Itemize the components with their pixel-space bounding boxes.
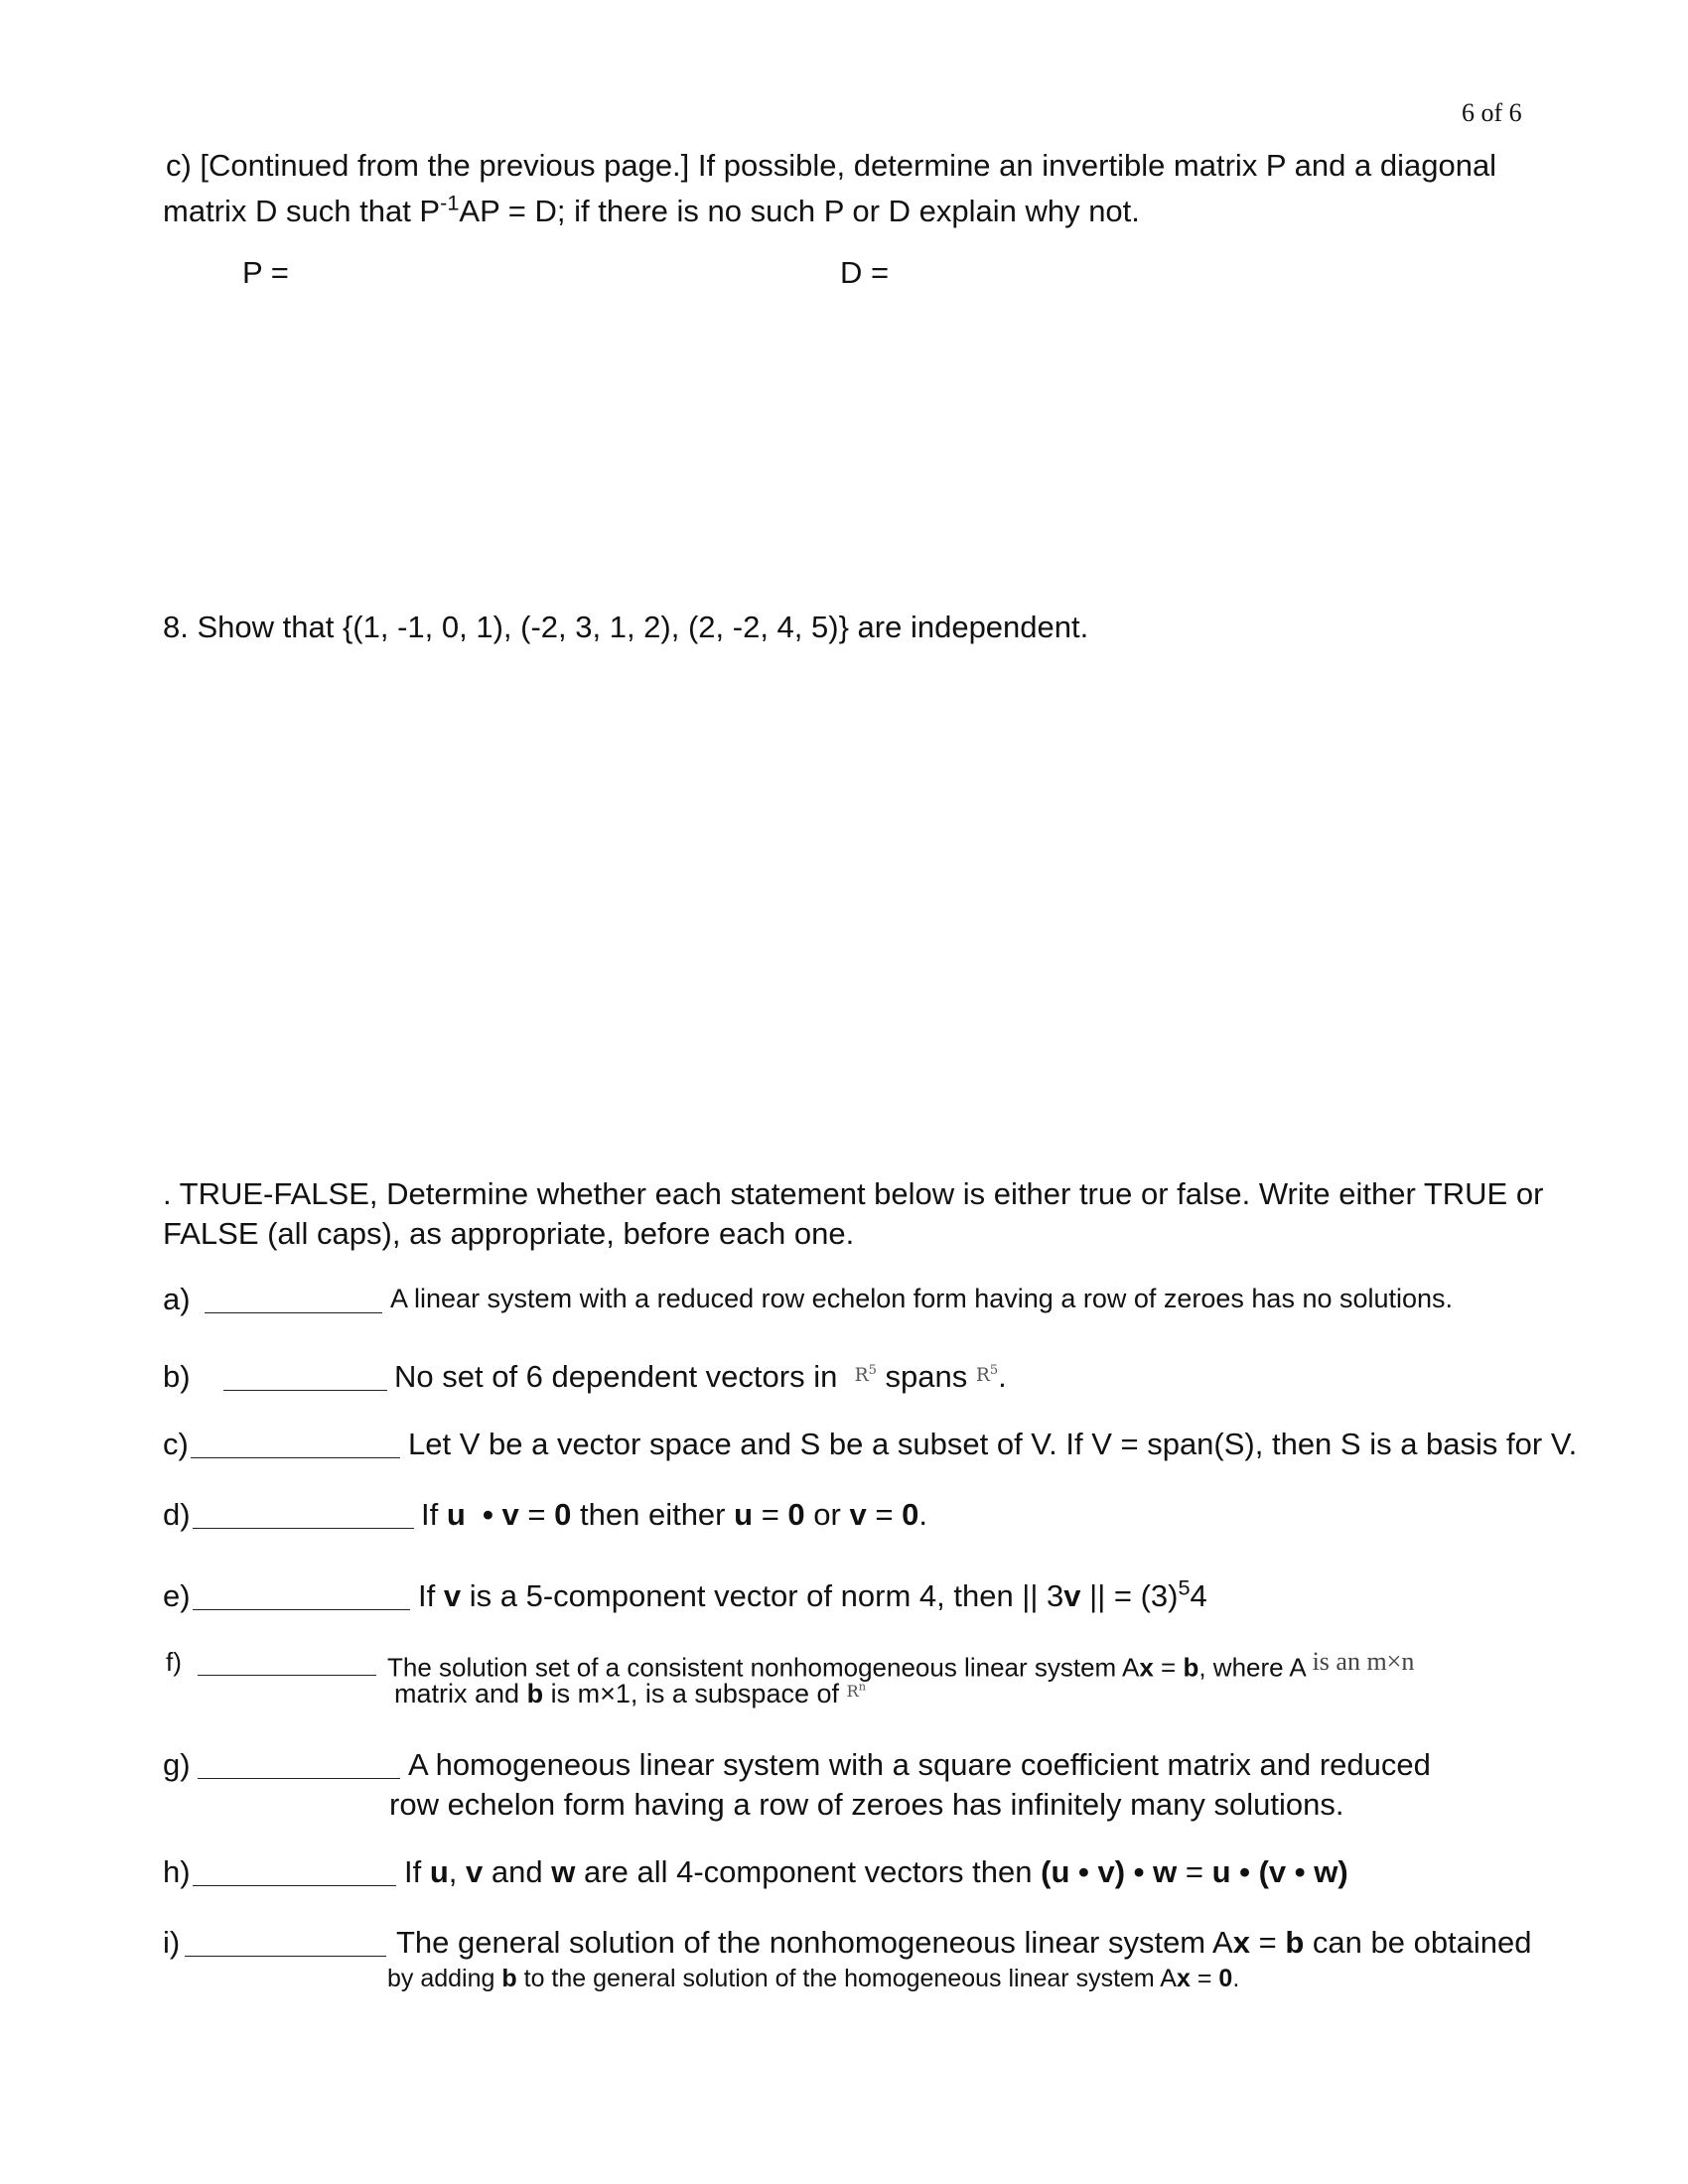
item-h-answer-blank[interactable]: [193, 1885, 396, 1886]
vector-v: v: [466, 1854, 484, 1889]
zero-vector: 0: [787, 1497, 805, 1532]
text: is a 5-component vector of norm 4, then || 3: [469, 1578, 1064, 1613]
item-i-text-line2: [387, 1967, 1239, 1991]
text: The general solution of the nonhomogeneous linear system A: [396, 1925, 1233, 1960]
text: || = (3): [1089, 1578, 1179, 1613]
item-a-answer-blank[interactable]: [205, 1312, 382, 1313]
vector-b: b: [1285, 1925, 1305, 1960]
item-g-text-line2: row echelon form having a row of zeroes has infinitely many solutions.: [389, 1787, 1344, 1822]
vector-v: v: [443, 1578, 462, 1613]
vector-v: v: [849, 1497, 867, 1532]
superscript: 5: [989, 1362, 999, 1378]
text: =: [1161, 1652, 1177, 1683]
text: or: [813, 1497, 841, 1532]
text: The solution set of a consistent nonhomogeneous linear system A: [387, 1652, 1140, 1683]
item-c-label: c): [163, 1427, 189, 1461]
vector-u: u: [446, 1497, 466, 1532]
text: to the general solution of the homogeneous linear system A: [523, 1965, 1177, 1992]
text: AP = D; if there is no such P or D explain why not.: [459, 194, 1140, 228]
vector-x: x: [1139, 1652, 1154, 1683]
text: =: [1258, 1925, 1277, 1960]
text: .: [918, 1497, 927, 1532]
zero-vector: 0: [554, 1497, 572, 1532]
text: matrix D such that P: [163, 194, 441, 228]
real-numbers-symbol: [846, 1679, 867, 1702]
text: =: [1196, 1965, 1212, 1992]
expression: (u • v) • w: [1041, 1854, 1178, 1889]
superscript: n: [858, 1679, 867, 1694]
text: .: [998, 1359, 1007, 1394]
item-b-label: b): [163, 1359, 191, 1394]
item-f-answer-blank[interactable]: [198, 1675, 376, 1676]
vector-u: u: [734, 1497, 754, 1532]
zero-vector: 0: [1218, 1965, 1233, 1992]
item-i-text-line1: [396, 1927, 1532, 1958]
item-h-text: [404, 1856, 1348, 1887]
text: =: [761, 1497, 779, 1532]
question-7c-line2: [163, 190, 1140, 228]
item-c-answer-blank[interactable]: [191, 1457, 400, 1458]
text: can be obtained: [1312, 1925, 1532, 1960]
superscript: 5: [868, 1362, 877, 1378]
item-a-label: a): [163, 1282, 191, 1316]
text: by adding: [387, 1965, 495, 1992]
item-e-label: e): [163, 1578, 191, 1613]
text: If: [404, 1854, 422, 1889]
real-numbers-symbol: [975, 1362, 999, 1386]
dot-operator: •: [483, 1497, 493, 1532]
symbol: R: [846, 1682, 859, 1702]
item-d-answer-blank[interactable]: [193, 1528, 414, 1529]
text: is m×1, is a subspace of: [550, 1679, 839, 1708]
vector-b: b: [1183, 1652, 1199, 1683]
text: .: [1232, 1965, 1240, 1992]
real-numbers-symbol: [854, 1362, 877, 1386]
item-f-label: f): [166, 1647, 182, 1677]
p-label: P =: [242, 255, 289, 290]
vector-v: v: [501, 1497, 519, 1532]
text: =: [875, 1497, 894, 1532]
vector-b: b: [526, 1679, 544, 1708]
text: is an m×n: [1312, 1647, 1415, 1676]
item-c-text: Let V be a vector space and S be a subset of V. If V = span(S), then S is a basis for V.: [408, 1427, 1578, 1461]
vector-x: x: [1232, 1925, 1250, 1960]
text: are all 4-component vectors then: [584, 1854, 1033, 1889]
text: matrix and: [394, 1679, 520, 1708]
item-i-label: i): [163, 1925, 181, 1960]
item-b-text: [394, 1361, 1007, 1392]
item-e-answer-blank[interactable]: [193, 1609, 410, 1610]
page-number: 6 of 6: [1462, 98, 1522, 127]
text: spans: [885, 1359, 968, 1394]
vector-u: u: [429, 1854, 449, 1889]
vector-w: w: [551, 1854, 576, 1889]
zero-vector: 0: [902, 1497, 919, 1532]
item-e-text: [418, 1574, 1207, 1613]
item-f-text-line1: [387, 1649, 1414, 1681]
tf-intro-line2: FALSE (all caps), as appropriate, before each one.: [163, 1216, 855, 1251]
item-d-label: d): [163, 1497, 191, 1532]
text: =: [527, 1497, 546, 1532]
superscript: 5: [1178, 1574, 1191, 1600]
text: and: [491, 1854, 543, 1889]
text: ,: [448, 1854, 458, 1889]
item-g-label: g): [163, 1747, 191, 1782]
text: , where A: [1198, 1652, 1306, 1683]
item-b-answer-blank[interactable]: [223, 1390, 387, 1391]
tf-intro-line1: . TRUE-FALSE, Determine whether each statement below is either true or false. Write either TRUE or: [163, 1176, 1544, 1211]
text: =: [1185, 1854, 1203, 1889]
text: then either: [580, 1497, 726, 1532]
expression: u • (v • w): [1211, 1854, 1348, 1889]
text: If: [421, 1497, 439, 1532]
symbol: R: [975, 1364, 990, 1386]
item-g-answer-blank[interactable]: [198, 1778, 400, 1779]
item-i-answer-blank[interactable]: [185, 1956, 386, 1957]
item-a-text: A linear system with a reduced row echelon form having a row of zeroes has no solutions.: [390, 1284, 1454, 1313]
symbol: R: [854, 1364, 869, 1386]
item-d-text: [421, 1499, 927, 1530]
vector-b: b: [501, 1965, 517, 1992]
item-g-text-line1: A homogeneous linear system with a square coefficient matrix and reduced: [408, 1747, 1431, 1782]
item-f-text-line2: [394, 1681, 866, 1707]
vector-v: v: [1063, 1578, 1081, 1613]
text: 4: [1190, 1578, 1207, 1613]
vector-x: x: [1177, 1965, 1191, 1992]
superscript: -1: [440, 190, 460, 215]
d-label: D =: [840, 255, 890, 290]
item-h-label: h): [163, 1854, 191, 1889]
question-8: 8. Show that {(1, -1, 0, 1), (-2, 3, 1, 2), (2, -2, 4, 5)} are independent.: [163, 610, 1089, 644]
text: If: [418, 1578, 436, 1613]
text: No set of 6 dependent vectors in: [394, 1359, 838, 1394]
question-7c-line1: c) [Continued from the previous page.] If possible, determine an invertible matrix P and a diagonal: [166, 148, 1497, 183]
